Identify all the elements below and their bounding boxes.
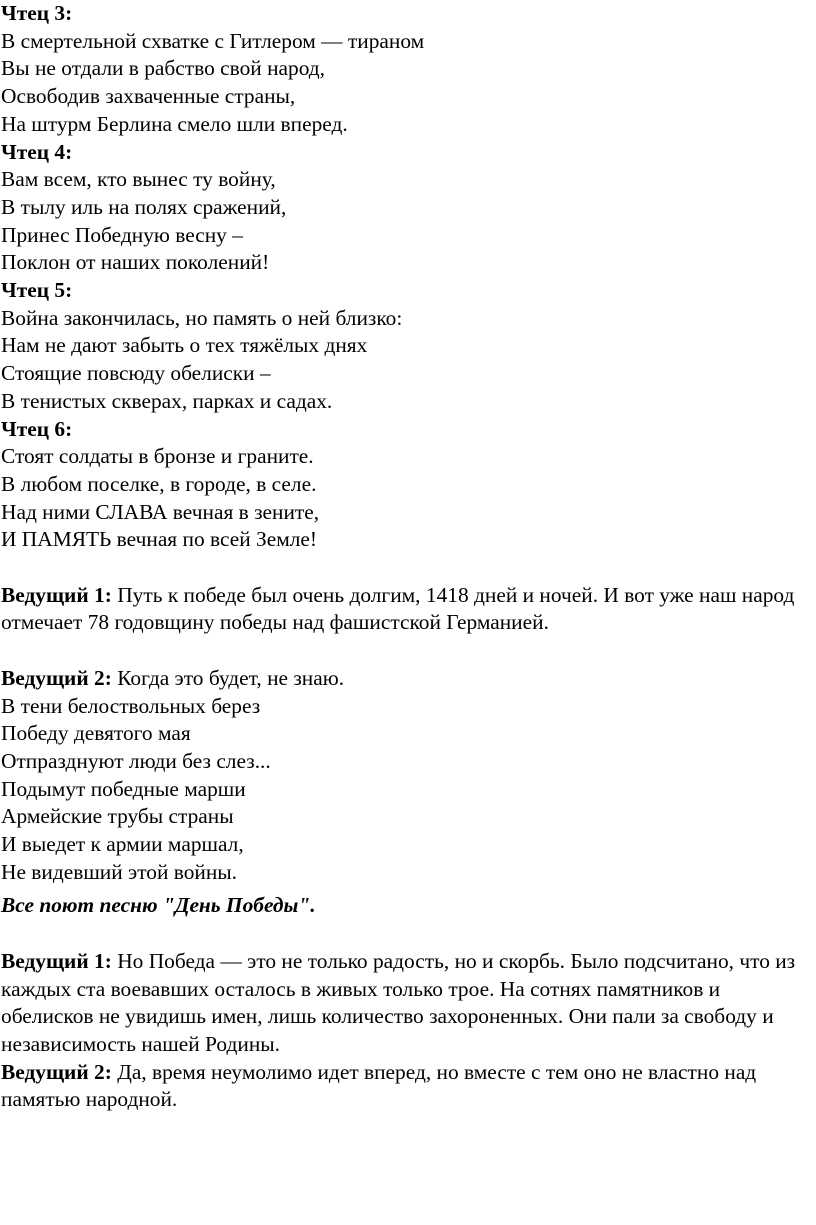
reader-5-line-1: Война закончилась, но память о ней близко:: [1, 305, 403, 330]
reader-6-line-4: И ПАМЯТЬ вечная по всей Земле!: [1, 527, 318, 552]
reader-6-line-3: Над ними СЛАВА вечная в зените,: [1, 499, 320, 524]
host-2-poem-line-7: И выедет к армии маршал,: [1, 832, 244, 857]
reader-3-line-1: В смертельной схватке с Гитлером — тираном: [1, 28, 425, 53]
reader-3-line-4: На штурм Берлина смело шли вперед.: [1, 111, 348, 136]
host-2-poem-line-4: Отпразднуют люди без слез...: [1, 748, 271, 773]
reader-4-line-1: Вам всем, кто вынес ту войну,: [1, 167, 276, 192]
host-2-poem-first-line: [1, 665, 812, 693]
reader-5-label: Чтец 5:: [1, 278, 73, 303]
reader-5-line-2: Нам не дают забыть о тех тяжёлых днях: [1, 333, 368, 358]
paragraph-gap: [1, 637, 812, 665]
reader-5-line-4: В тенистых скверах, парках и садах.: [1, 388, 333, 413]
song-note: Все поют песню "День Победы".: [1, 893, 316, 918]
reader-4-line-3: Принес Победную весну –: [1, 222, 243, 247]
reader-3-label: Чтец 3:: [1, 1, 73, 25]
reader-6-line-1: Стоят солдаты в бронзе и граните.: [1, 444, 314, 469]
paragraph-gap: [1, 920, 812, 948]
host-2-poem-line-8: Не видевший этой войны.: [1, 859, 238, 884]
reader-3-line-3: Освободив захваченные страны,: [1, 84, 296, 109]
reader-6-line-2: В любом поселке, в городе, в селе.: [1, 471, 317, 496]
host-1-speech-2-text: Но Победа — это не только радость, но и скорбь. Было подсчитано, что из каждых ста воевавших осталось в живых только трое. На сотнях памятников и обелисков не увидишь имен, лишь количество захороненных. Они пали за свободу и независимость нашей Родины.: [1, 948, 796, 1056]
host-1-label-2: Ведущий 1:: [1, 948, 112, 973]
host-2-poem-line-3: Победу девятого мая: [1, 721, 191, 746]
host-2-speech-2: [1, 1059, 812, 1114]
host-1-speech-2: [1, 948, 812, 1059]
host-2-poem-line-5: Подымут победные марши: [1, 776, 246, 801]
reader-6-label: Чтец 6:: [1, 416, 73, 441]
host-1-speech-1-text: Путь к победе был очень долгим, 1418 дней и ночей. И вот уже наш народ отмечает 78 годовщину победы над фашистской Германией.: [1, 582, 795, 635]
host-2-label: Ведущий 2:: [1, 665, 112, 690]
host-1-speech-1: [1, 582, 812, 637]
host-2-speech-2-text: Да, время неумолимо идет вперед, но вместе с тем оно не властно над памятью народной.: [1, 1059, 757, 1112]
host-2-label-2: Ведущий 2:: [1, 1059, 112, 1084]
host-2-poem-line-1: Когда это будет, не знаю.: [111, 665, 345, 690]
reader-3-line-2: Вы не отдали в рабство свой народ,: [1, 56, 326, 81]
reader-4-label: Чтец 4:: [1, 139, 73, 164]
reader-4-line-2: В тылу иль на полях сражений,: [1, 194, 287, 219]
reader-5-line-3: Стоящие повсюду обелиски –: [1, 361, 271, 386]
host-2-poem-line-6: Армейские трубы страны: [1, 804, 234, 829]
reader-4-line-4: Поклон от наших поколений!: [1, 250, 270, 275]
paragraph-gap: [1, 554, 812, 582]
host-1-label: Ведущий 1:: [1, 582, 112, 607]
host-2-poem-line-2: В тени белоствольных берез: [1, 693, 261, 718]
